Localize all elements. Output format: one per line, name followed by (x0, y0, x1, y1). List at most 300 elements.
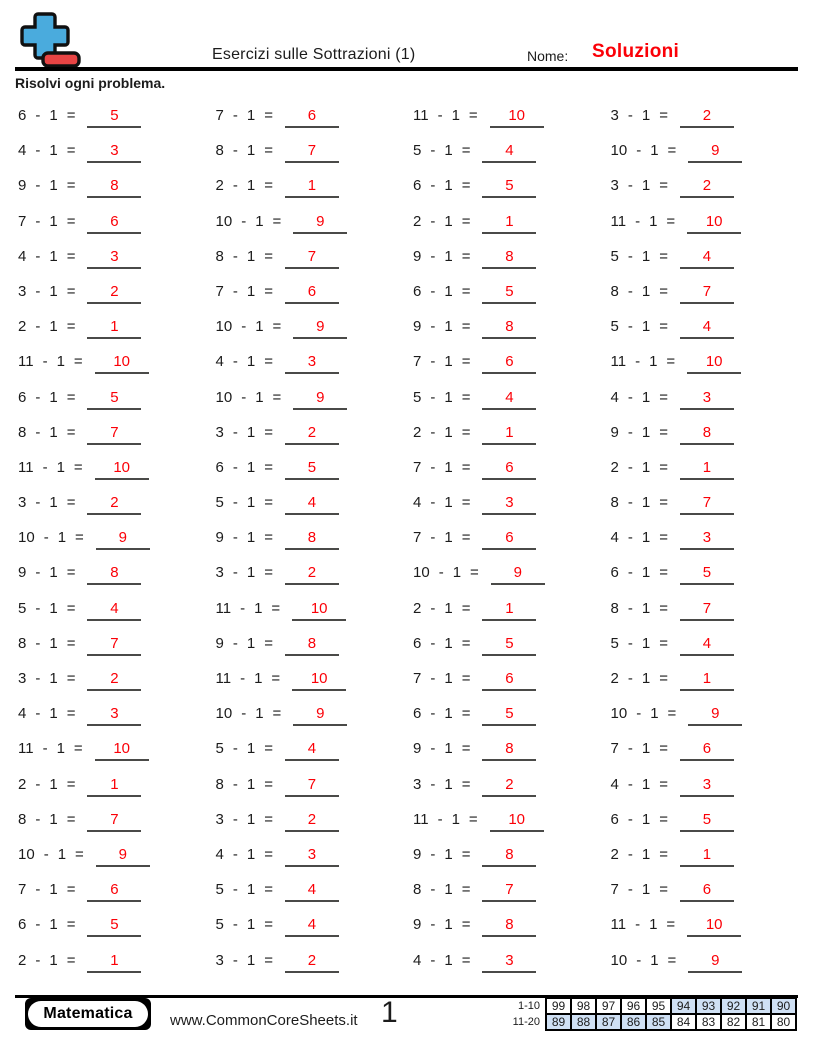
problem (216, 629, 414, 664)
answer-value: 7 (307, 247, 317, 265)
problem (18, 312, 216, 347)
answer-value: 7 (702, 599, 712, 617)
problem (413, 840, 611, 875)
problem (611, 910, 809, 945)
problem (611, 383, 809, 418)
subtrahend: 1 (444, 247, 453, 265)
answer-blank (87, 601, 141, 621)
score-cell: 92 (721, 998, 746, 1014)
minus-sign: - (35, 599, 41, 617)
subtrahend: 1 (444, 388, 453, 406)
equals-sign: = (66, 107, 76, 124)
score-cell: 83 (696, 1014, 721, 1030)
answer-blank (285, 460, 339, 480)
answer-value: 4 (307, 881, 317, 899)
problem (216, 242, 414, 277)
problem (216, 594, 414, 629)
equals-sign: = (66, 634, 76, 652)
subtrahend: 1 (246, 810, 256, 828)
equals-sign: = (659, 564, 668, 582)
problem (611, 664, 809, 699)
answer-value: 10 (508, 107, 526, 124)
minus-sign: - (430, 845, 436, 863)
answer-value: 6 (505, 670, 514, 687)
minuend: 10 (413, 564, 430, 582)
minus-sign: - (430, 705, 436, 723)
minuend: 7 (18, 881, 27, 899)
subtrahend: 1 (49, 494, 58, 512)
score-cell: 89 (546, 1014, 571, 1030)
answer-blank (87, 671, 141, 691)
minuend: 3 (18, 670, 27, 687)
answer-blank (285, 777, 339, 797)
answer-value: 7 (702, 494, 712, 512)
minus-sign: - (35, 423, 41, 441)
problem (413, 910, 611, 945)
equals-sign: = (264, 458, 273, 476)
score-cell: 80 (771, 1014, 796, 1030)
subtrahend: 1 (49, 775, 58, 793)
minus-sign: - (35, 810, 41, 828)
minuend: 4 (18, 142, 27, 160)
answer-value: 1 (505, 423, 514, 441)
subtrahend: 1 (246, 353, 256, 371)
answer-value: 8 (505, 845, 514, 863)
problem (413, 558, 611, 593)
answer-blank (680, 671, 734, 691)
answer-blank (292, 671, 346, 691)
header-divider (15, 67, 798, 71)
answer-blank (680, 636, 734, 656)
answer-blank (87, 495, 141, 515)
problem (413, 418, 611, 453)
answer-blank (87, 636, 141, 656)
problem (611, 699, 809, 734)
answer-blank (96, 847, 150, 867)
minus-sign: - (35, 951, 41, 969)
answer-value: 3 (307, 353, 317, 371)
answer-value: 8 (307, 634, 317, 652)
answer-value: 4 (702, 634, 712, 652)
answer-value: 5 (505, 282, 514, 300)
minus-sign: - (232, 775, 238, 793)
answer-blank (482, 460, 536, 480)
minuend: 6 (413, 634, 422, 652)
minus-sign: - (35, 670, 41, 687)
problem (216, 523, 414, 558)
minus-sign: - (232, 107, 238, 124)
problem (216, 171, 414, 206)
score-row-label: 1-10 (517, 1000, 540, 1012)
answer-blank (87, 284, 141, 304)
commoncoresheets-logo (16, 11, 82, 69)
answer-blank (482, 530, 536, 550)
answer-value: 10 (705, 353, 723, 371)
subtrahend: 1 (641, 599, 651, 617)
subtrahend: 1 (49, 916, 58, 934)
subtrahend: 1 (641, 881, 651, 899)
name-value-solutions: Soluzioni (592, 41, 680, 62)
equals-sign: = (461, 142, 471, 160)
minuend: 5 (610, 247, 619, 265)
minuend: 2 (18, 775, 27, 793)
subtrahend: 1 (49, 212, 58, 230)
minus-sign: - (35, 388, 41, 406)
subtrahend: 1 (444, 740, 453, 758)
answer-value: 6 (702, 740, 712, 758)
equals-sign: = (659, 388, 668, 406)
answer-blank (285, 425, 339, 445)
answer-blank (491, 565, 545, 585)
answer-value: 7 (110, 423, 119, 441)
minus-sign: - (232, 810, 238, 828)
subtrahend: 1 (246, 845, 256, 863)
minus-sign: - (627, 458, 633, 476)
score-table (501, 997, 797, 1031)
subtrahend: 1 (649, 212, 658, 230)
answer-blank (688, 953, 742, 973)
answer-value: 8 (110, 177, 119, 195)
minuend: 2 (18, 318, 27, 336)
answer-value: 3 (110, 705, 119, 723)
answer-blank (687, 917, 741, 937)
problem (611, 312, 809, 347)
subtrahend: 1 (49, 564, 58, 582)
score-cell: 96 (621, 998, 646, 1014)
equals-sign: = (66, 142, 76, 160)
subtrahend: 1 (641, 740, 651, 758)
answer-blank (292, 601, 346, 621)
minus-sign: - (35, 142, 41, 160)
answer-blank (680, 108, 734, 128)
minuend: 7 (18, 212, 27, 230)
minus-sign: - (430, 353, 436, 371)
minus-sign: - (430, 388, 436, 406)
answer-blank (482, 636, 536, 656)
problem (611, 171, 809, 206)
minuend: 7 (610, 740, 619, 758)
equals-sign: = (264, 740, 273, 758)
answer-blank (87, 706, 141, 726)
equals-sign: = (468, 810, 478, 828)
subtrahend: 1 (246, 458, 256, 476)
problem (18, 875, 216, 910)
answer-blank (285, 530, 339, 550)
minuend: 11 (413, 107, 429, 124)
minuend: 2 (413, 212, 422, 230)
minus-sign: - (232, 494, 238, 512)
score-cell: 88 (571, 1014, 596, 1030)
subtrahend: 1 (56, 458, 65, 476)
minus-sign: - (430, 881, 436, 899)
answer-blank (285, 812, 339, 832)
minuend: 6 (18, 388, 27, 406)
minus-sign: - (232, 740, 238, 758)
minus-sign: - (35, 282, 41, 300)
answer-blank (87, 917, 141, 937)
minuend: 7 (215, 107, 224, 124)
subtrahend: 1 (444, 458, 453, 476)
answer-blank (285, 178, 339, 198)
minus-sign: - (627, 775, 633, 793)
score-row (501, 998, 796, 1014)
equals-sign: = (264, 107, 273, 124)
problem (611, 242, 809, 277)
score-cell: 91 (746, 998, 771, 1014)
minuend: 3 (18, 494, 27, 512)
subtrahend: 1 (444, 916, 453, 934)
minus-sign: - (437, 107, 443, 124)
minus-sign: - (232, 529, 238, 547)
problem (611, 840, 809, 875)
minuend: 8 (18, 634, 27, 652)
subtrahend: 1 (49, 318, 58, 336)
answer-blank (285, 847, 339, 867)
problem (216, 277, 414, 312)
answer-blank (95, 460, 149, 480)
answer-blank (680, 777, 734, 797)
problem (413, 946, 611, 981)
problem (18, 242, 216, 277)
minus-sign: - (627, 845, 633, 863)
equals-sign: = (461, 353, 471, 371)
problem (18, 101, 216, 136)
minuend: 11 (413, 810, 429, 828)
answer-value: 5 (505, 634, 514, 652)
problem (611, 488, 809, 523)
minus-sign: - (35, 634, 41, 652)
minus-sign: - (430, 529, 436, 547)
minus-sign: - (35, 177, 41, 195)
problem (18, 383, 216, 418)
equals-sign: = (66, 564, 76, 582)
equals-sign: = (470, 564, 479, 582)
answer-value: 2 (110, 670, 119, 687)
subtrahend: 1 (246, 423, 256, 441)
answer-blank (482, 284, 536, 304)
answer-blank (680, 319, 734, 339)
name-label: Nome: (527, 48, 569, 64)
equals-sign: = (66, 670, 76, 687)
problem (18, 523, 216, 558)
problem (18, 734, 216, 769)
problem (611, 805, 809, 840)
problem (611, 558, 809, 593)
minuend: 8 (18, 423, 27, 441)
minuend: 4 (18, 705, 27, 723)
equals-sign: = (461, 599, 471, 617)
minus-sign: - (627, 107, 633, 124)
subtrahend: 1 (641, 247, 651, 265)
problem (611, 277, 809, 312)
answer-blank (482, 425, 536, 445)
answer-value: 1 (702, 670, 712, 687)
subtrahend: 1 (246, 107, 256, 124)
minus-sign: - (35, 916, 41, 934)
minuend: 11 (215, 599, 232, 617)
score-cell: 99 (546, 998, 571, 1014)
subtrahend: 1 (49, 107, 58, 124)
minuend: 7 (610, 881, 619, 899)
equals-sign: = (659, 529, 668, 547)
problem (413, 136, 611, 171)
problem (18, 946, 216, 981)
equals-sign: = (264, 881, 273, 899)
minuend: 8 (215, 247, 224, 265)
minus-sign: - (232, 458, 238, 476)
answer-blank (680, 390, 734, 410)
subtrahend: 1 (641, 282, 651, 300)
answer-value: 1 (702, 458, 712, 476)
minus-sign: - (232, 423, 238, 441)
minuend: 4 (215, 845, 224, 863)
score-cell: 85 (646, 1014, 671, 1030)
equals-sign: = (666, 353, 676, 371)
minuend: 8 (215, 775, 224, 793)
answer-value: 6 (307, 282, 317, 300)
answer-blank (293, 390, 347, 410)
answer-value: 2 (307, 423, 317, 441)
score-cell: 98 (571, 998, 596, 1014)
answer-value: 10 (310, 599, 328, 617)
problem (611, 770, 809, 805)
subtrahend: 1 (246, 247, 256, 265)
minus-sign: - (43, 529, 49, 547)
minus-sign: - (232, 634, 238, 652)
minus-sign: - (241, 318, 247, 336)
minuend: 5 (215, 740, 224, 758)
subtrahend: 1 (650, 705, 659, 723)
answer-blank (680, 847, 734, 867)
minuend: 4 (610, 529, 619, 547)
equals-sign: = (659, 282, 668, 300)
answer-blank (285, 953, 339, 973)
subtrahend: 1 (255, 318, 264, 336)
equals-sign: = (66, 951, 76, 969)
answer-blank (680, 812, 734, 832)
equals-sign: = (461, 951, 471, 969)
minuend: 5 (215, 494, 224, 512)
problem (216, 770, 414, 805)
minus-sign: - (627, 318, 633, 336)
problem (18, 136, 216, 171)
problem (18, 418, 216, 453)
answer-blank (482, 671, 536, 691)
answer-value: 9 (513, 564, 522, 582)
minuend: 9 (18, 564, 27, 582)
minus-sign: - (35, 318, 41, 336)
problem (611, 347, 809, 382)
minuend: 3 (413, 775, 422, 793)
problem (18, 594, 216, 629)
minuend: 11 (610, 353, 627, 371)
subtrahend: 1 (641, 564, 651, 582)
minuend: 5 (18, 599, 27, 617)
minuend: 10 (610, 142, 628, 160)
problem (216, 453, 414, 488)
subtrahend: 1 (49, 247, 58, 265)
answer-blank (87, 390, 141, 410)
equals-sign: = (461, 740, 471, 758)
equals-sign: = (75, 529, 84, 547)
subtrahend: 1 (444, 142, 453, 160)
minuend: 10 (610, 951, 628, 969)
answer-blank (87, 425, 141, 445)
answer-value: 8 (307, 529, 317, 547)
answer-value: 10 (705, 212, 723, 230)
minuend: 4 (413, 951, 422, 969)
answer-blank (285, 917, 339, 937)
subtrahend: 1 (641, 107, 651, 124)
equals-sign: = (659, 740, 668, 758)
minuend: 6 (215, 458, 224, 476)
equals-sign: = (66, 318, 76, 336)
answer-value: 7 (702, 282, 712, 300)
answer-value: 9 (316, 212, 325, 230)
minuend: 4 (18, 247, 27, 265)
minus-sign: - (232, 951, 238, 969)
minus-sign: - (627, 282, 633, 300)
score-cell: 81 (746, 1014, 771, 1030)
answer-blank (482, 847, 536, 867)
answer-value: 6 (307, 107, 317, 124)
minus-sign: - (627, 564, 633, 582)
equals-sign: = (264, 494, 273, 512)
equals-sign: = (461, 494, 471, 512)
minus-sign: - (430, 775, 436, 793)
minuend: 5 (610, 318, 619, 336)
minus-sign: - (240, 599, 246, 617)
answer-value: 8 (702, 423, 712, 441)
minus-sign: - (430, 494, 436, 512)
minuend: 8 (610, 282, 619, 300)
answer-blank (285, 636, 339, 656)
minuend: 9 (215, 634, 224, 652)
minuend: 2 (18, 951, 27, 969)
answer-value: 4 (307, 494, 317, 512)
problem (611, 418, 809, 453)
minuend: 3 (610, 177, 619, 195)
minuend: 4 (610, 388, 619, 406)
minus-sign: - (430, 599, 436, 617)
subtrahend: 1 (254, 599, 263, 617)
subtrahend: 1 (49, 951, 58, 969)
minus-sign: - (627, 247, 633, 265)
problem (216, 664, 414, 699)
problem (413, 312, 611, 347)
minus-sign: - (35, 881, 41, 899)
answer-blank (87, 178, 141, 198)
subtrahend: 1 (444, 775, 453, 793)
equals-sign: = (272, 212, 282, 230)
problem (611, 594, 809, 629)
subtrahend: 1 (49, 599, 58, 617)
minus-sign: - (627, 423, 633, 441)
answer-blank (482, 917, 536, 937)
equals-sign: = (264, 845, 273, 863)
minus-sign: - (635, 916, 641, 934)
problem (413, 594, 611, 629)
answer-value: 4 (307, 916, 317, 934)
minus-sign: - (636, 705, 642, 723)
answer-value: 2 (110, 494, 119, 512)
equals-sign: = (461, 916, 471, 934)
minus-sign: - (35, 705, 41, 723)
minus-sign: - (430, 177, 436, 195)
equals-sign: = (66, 775, 76, 793)
problem (216, 312, 414, 347)
minus-sign: - (35, 212, 41, 230)
